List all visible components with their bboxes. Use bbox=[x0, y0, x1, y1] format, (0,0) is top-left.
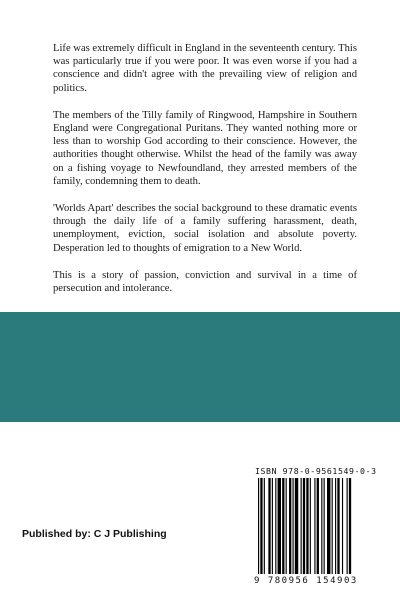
barcode-bar bbox=[286, 478, 287, 574]
barcode-bar bbox=[282, 478, 284, 574]
isbn-label: ISBN 978-0-9561549-0-3 bbox=[255, 466, 377, 476]
barcode-bar bbox=[301, 478, 302, 574]
blurb-paragraph-1: Life was extremely difficult in England in the seventeenth century. This was particularly true if you were poor. It was even worse if you had a conscience and didn't agree with the prevailing view of religion and politics. bbox=[53, 43, 357, 94]
blurb-paragraph-4: This is a story of passion, conviction and survival in a time of persecution and intolerance. bbox=[53, 269, 357, 295]
barcode-bar bbox=[264, 478, 265, 574]
barcode-bar bbox=[260, 478, 262, 574]
barcode-bar bbox=[289, 478, 291, 574]
barcode-bar bbox=[306, 478, 308, 574]
barcode-bar bbox=[337, 478, 339, 574]
barcode-bar bbox=[258, 478, 259, 574]
barcode-bar bbox=[295, 478, 298, 574]
barcode-bar bbox=[347, 478, 348, 574]
barcode-bar bbox=[327, 478, 330, 574]
isbn-digits: 9 780956 154903 bbox=[254, 576, 358, 586]
blurb-paragraph-3: 'Worlds Apart' describes the social background to these dramatic events through the daily life of a family suffering harassment, death, unemployment, eviction, social isolation and absolute poverty. Desperation led to thoughts of emigration to a New World. bbox=[53, 203, 357, 254]
barcode-bar bbox=[268, 478, 270, 574]
barcode-bar bbox=[349, 478, 351, 574]
barcode-bar bbox=[310, 478, 311, 574]
back-cover-blurb bbox=[53, 42, 357, 309]
publisher-credit: Published by: C J Publishing bbox=[22, 528, 167, 540]
barcode-bar bbox=[335, 478, 336, 574]
barcode-bar bbox=[314, 478, 315, 574]
teal-color-band bbox=[0, 312, 400, 422]
barcode-bar bbox=[332, 478, 333, 574]
barcode-bar bbox=[293, 478, 294, 574]
barcode-bar bbox=[321, 478, 322, 574]
barcode-bar bbox=[303, 478, 305, 574]
barcode-bar bbox=[275, 478, 276, 574]
barcode-bar bbox=[278, 478, 281, 574]
barcode-bar bbox=[272, 478, 273, 574]
isbn-barcode bbox=[256, 478, 392, 574]
blurb-paragraph-2: The members of the Tilly family of Ringwood, Hampshire in Southern England were Congregational Puritans. They wanted nothing more or less than to worship God according to their conscience. However, the authorities thought otherwise. Whilst the head of the family was away on a fishing voyage to Newfoundland, they arrested members of the family, condemning them to death. bbox=[53, 109, 357, 187]
barcode-bar bbox=[324, 478, 325, 574]
barcode-bar bbox=[317, 478, 319, 574]
barcode-bar bbox=[342, 478, 343, 574]
